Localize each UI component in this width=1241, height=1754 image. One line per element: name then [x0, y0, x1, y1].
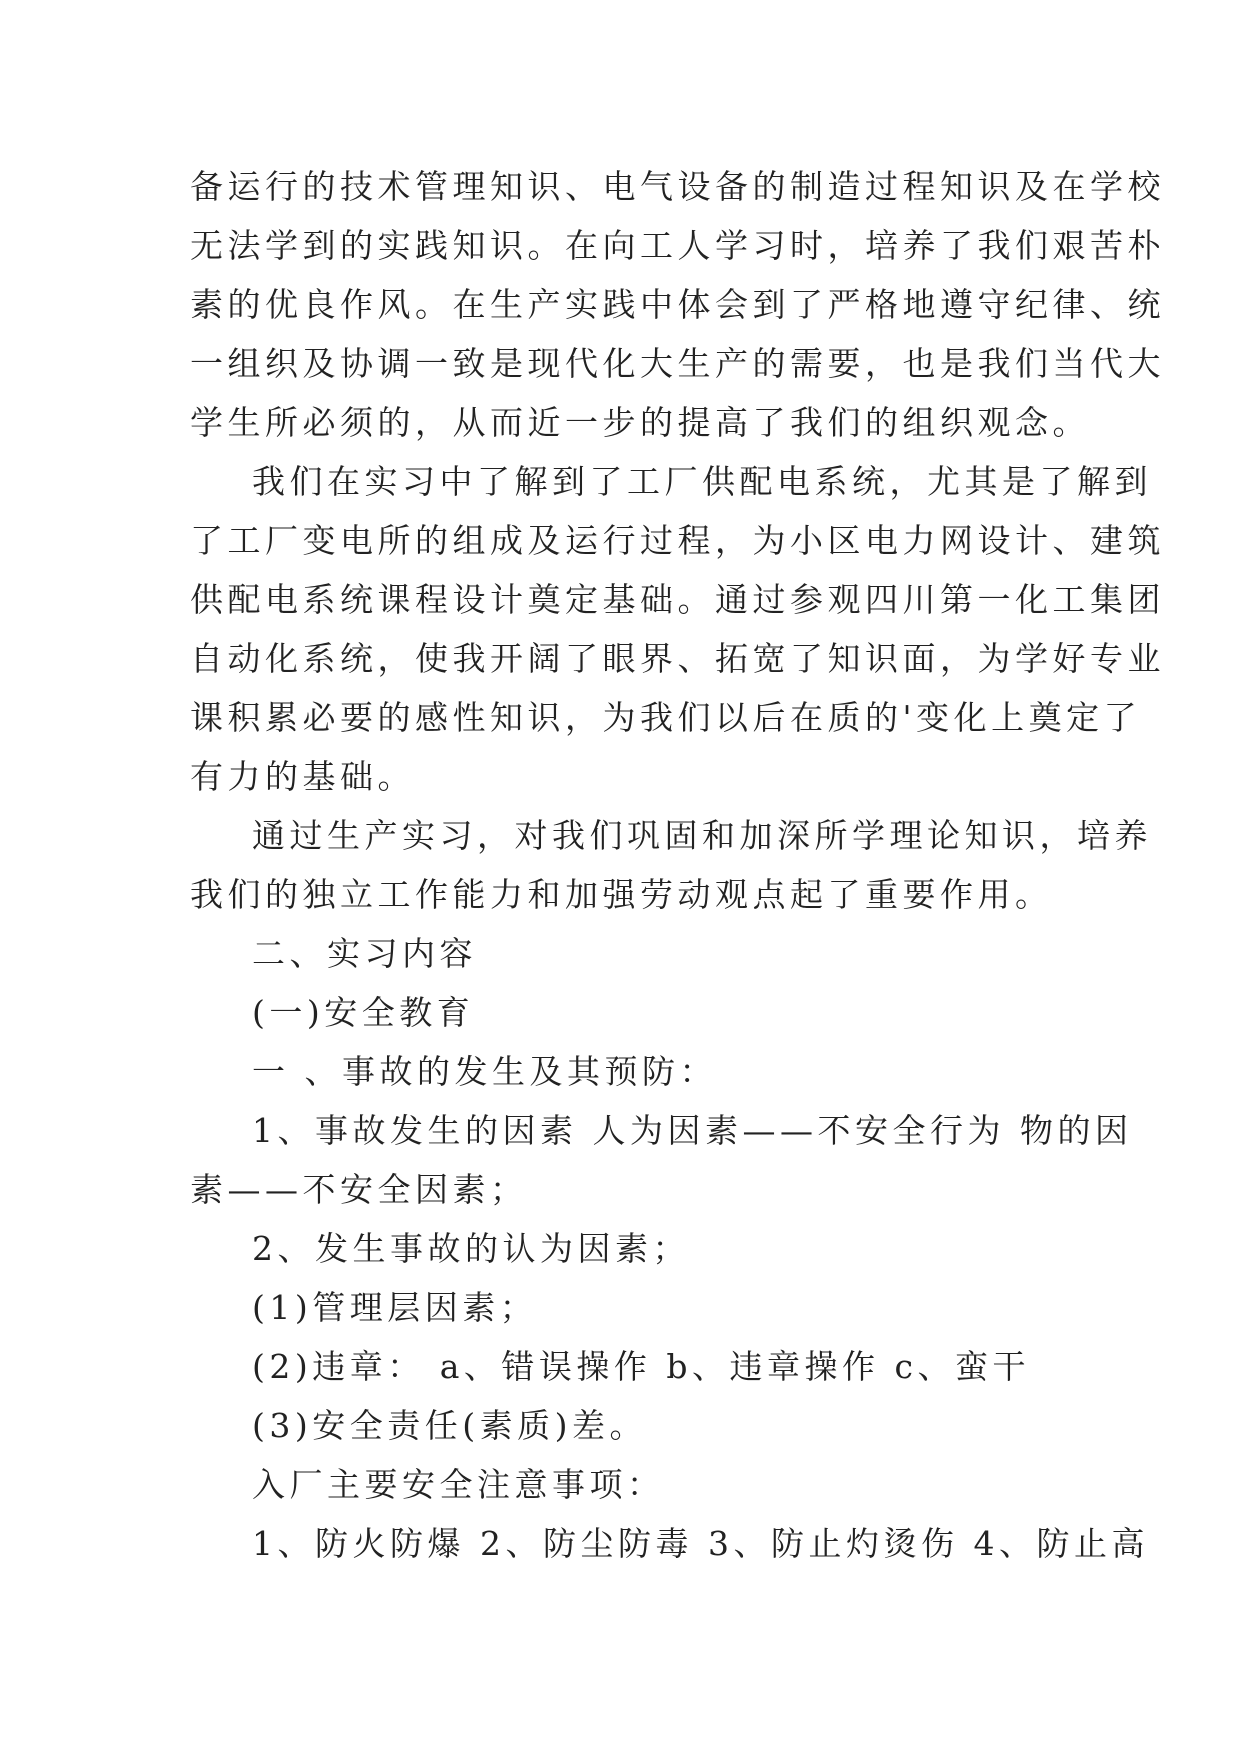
text-line: 学生所必须的，从而近一步的提高了我们的组织观念。 — [190, 403, 1090, 442]
item-heading: 一 、事故的发生及其预防： — [252, 1052, 717, 1091]
text-line: 素的优良作风。在生产实践中体会到了严格地遵守纪律、统 — [190, 285, 1165, 324]
document-body — [190, 157, 1165, 1573]
subsection-heading: (一)安全教育 — [252, 993, 475, 1032]
list-item: (1)管理层因素； — [252, 1288, 538, 1327]
text-line: 备运行的技术管理知识、电气设备的制造过程知识及在学校 — [190, 167, 1165, 206]
list-item: (3)安全责任(素质)差。 — [252, 1406, 647, 1445]
list-item: 2、发生事故的认为因素； — [252, 1229, 690, 1268]
paragraph-start-line: 通过生产实习，对我们巩固和加深所学理论知识，培养 — [252, 816, 1152, 855]
text-line: 素——不安全因素； — [190, 1170, 528, 1209]
text-line: 自动化系统，使我开阔了眼界、拓宽了知识面，为学好专业 — [190, 639, 1165, 678]
text-line: 有力的基础。 — [190, 757, 415, 796]
text-line: 一组织及协调一致是现代化大生产的需要，也是我们当代大 — [190, 344, 1165, 383]
paragraph-start-line: 我们在实习中了解到了工厂供配电系统，尤其是了解到 — [252, 462, 1152, 501]
text-line: 我们的独立工作能力和加强劳动观点起了重要作用。 — [190, 875, 1053, 914]
text-line: 了工厂变电所的组成及运行过程，为小区电力网设计、建筑 — [190, 521, 1165, 560]
list-item: 1、事故发生的因素 人为因素——不安全行为 物的因 — [252, 1111, 1133, 1150]
section-heading: 二、实习内容 — [252, 934, 477, 973]
text-line: 课积累必要的感性知识，为我们以后在质的'变化上奠定了 — [190, 698, 1142, 737]
text-line: 无法学到的实践知识。在向工人学习时，培养了我们艰苦朴 — [190, 226, 1165, 265]
list-item: (2)违章： a、错误操作 b、违章操作 c、蛮干 — [252, 1347, 1030, 1386]
item-heading: 入厂主要安全注意事项： — [252, 1465, 665, 1504]
list-item: 1、防火防爆 2、防尘防毒 3、防止灼烫伤 4、防止高 — [252, 1524, 1149, 1563]
text-line: 供配电系统课程设计奠定基础。通过参观四川第一化工集团 — [190, 580, 1165, 619]
